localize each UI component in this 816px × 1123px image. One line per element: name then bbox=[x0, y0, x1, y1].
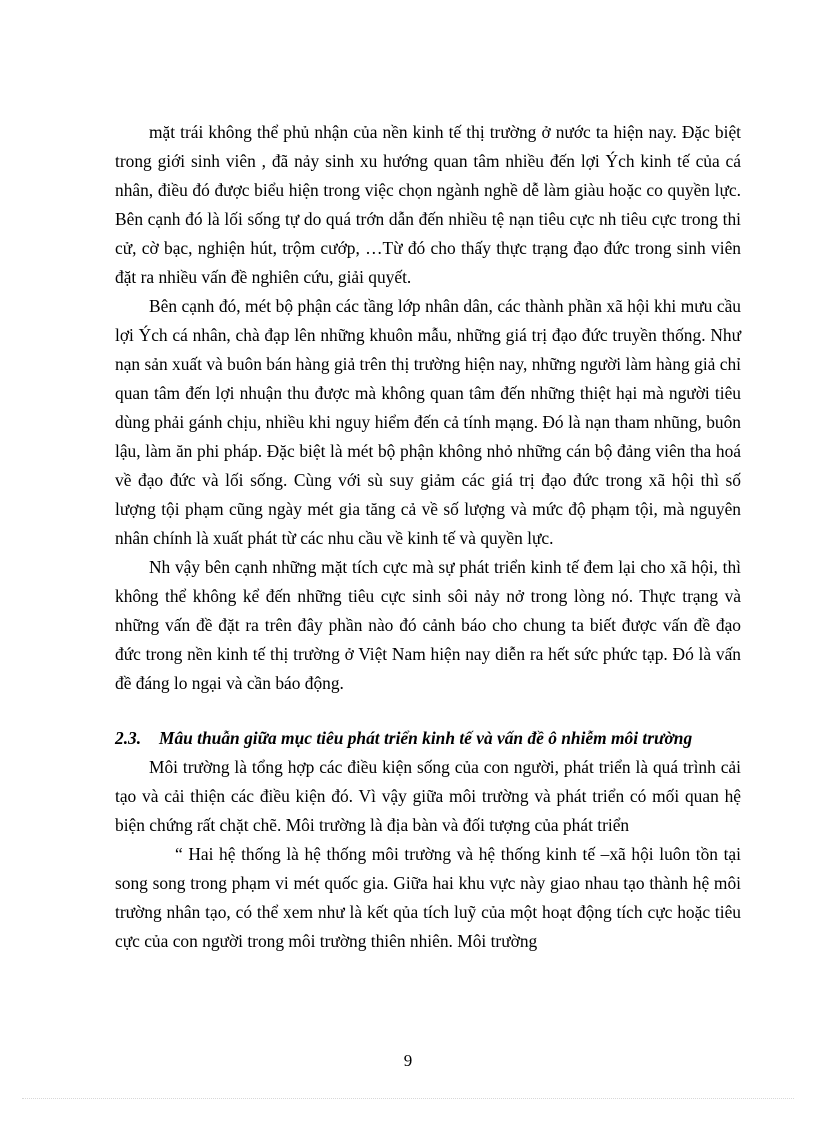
section-number: 2.3. bbox=[115, 728, 142, 748]
body-text-section bbox=[115, 753, 741, 956]
paragraph: Môi trường là tổng hợp các điều kiện sống của con người, phát triển là quá trình cải tạo và cải thiện các điều kiện đó. Vì vậy giữa môi trường và phát triển có mối quan hệ biện chứng rất chặt chẽ. Môi trường là địa bàn và đối tượng của phát triển bbox=[115, 757, 741, 835]
paragraph: Bên cạnh đó, mét bộ phận các tầng lớp nhân dân, các thành phần xã hội khi mưu cầu lợi Ých cá nhân, chà đạp lên những khuôn mẫu, những giá trị đạo đức truyền thống. Như nạn sản xuất và buôn bán hàng giả trên thị trường hiện nay, những người làm hàng giả chỉ quan tâm đến lợi nhuận thu được mà không quan tâm đến những thiệt hại mà người tiêu dùng phải gánh chịu, nhiều khi nguy hiểm đến cả tính mạng. Đó là nạn tham nhũng, buôn lậu, làm ăn phi pháp. Đặc biệt là mét bộ phận không nhỏ những cán bộ đảng viên tha hoá về đạo đức và lối sống. Cùng với sù suy giảm các giá trị đạo đức trong xã hội thì số lượng tội phạm cũng ngày mét gia tăng cả về số lượng và mức độ phạm tội, mà nguyên nhân chính là xuất phát từ các nhu cầu về kinh tế và quyền lực. bbox=[115, 296, 741, 548]
section-title: Mâu thuẫn giữa mục tiêu phát triển kinh tế và vấn đề ô nhiễm môi trường bbox=[159, 728, 693, 748]
page-number: 9 bbox=[403, 1051, 413, 1070]
paragraph: mặt trái không thể phủ nhận của nền kinh tế thị trường ở nước ta hiện nay. Đặc biệt trong giới sinh viên , đã nảy sinh xu hướng quan tâm nhiều đến lợi Ých kinh tế của cá nhân, điều đó được biểu hiện trong việc chọn ngành nghề dễ làm giàu hoặc co quyền lực. Bên cạnh đó là lối sống tự do quá trớn dẫn đến nhiều tệ nạn tiêu cực nh tiêu cực trong thi cử, cờ bạc, nghiện hút, trộm cướp, …Từ đó cho thấy thực trạng đạo đức trong sinh viên đặt ra nhiều vấn đề nghiên cứu, giải quyết. bbox=[115, 122, 741, 287]
body-text-top bbox=[115, 118, 741, 698]
paragraph: Nh vậy bên cạnh những mặt tích cực mà sự phát triển kinh tế đem lại cho xã hội, thì không thể không kể đến những tiêu cực sinh sôi nảy nở trong lòng nó. Thực trạng và những vấn đề đặt ra trên đây phần nào đó cảnh báo cho chung ta biết được vấn đề đạo đức trong nền kinh tế thị trường ở Việt Nam hiện nay diễn ra hết sức phức tạp. Đó là vấn đề đáng lo ngại và cần báo động. bbox=[115, 557, 741, 693]
page-bottom-divider bbox=[22, 1098, 794, 1099]
quote-paragraph: “ Hai hệ thống là hệ thống môi trường và hệ thống kinh tế –xã hội luôn tồn tại song song trong phạm vi mét quốc gia. Giữa hai khu vực này giao nhau tạo thành hệ môi trường nhân tạo, có thể xem như là kết qủa tích luỹ của một hoạt động tích cực hoặc tiêu cực của con người trong môi trường thiên nhiên. Môi trường bbox=[115, 844, 741, 951]
section-heading bbox=[115, 724, 755, 753]
